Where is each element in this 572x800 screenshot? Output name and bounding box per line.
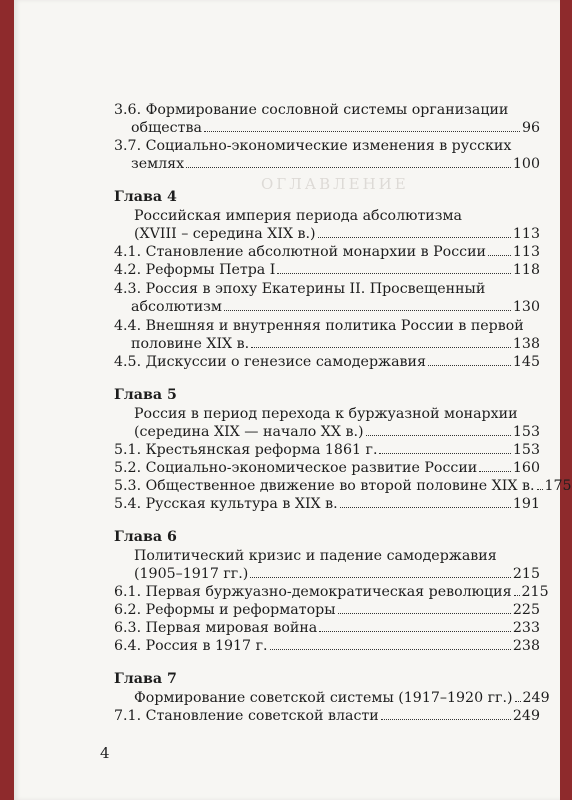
- dot-leader: [277, 273, 511, 274]
- toc-entry-title: 6.4. Россия в 1917 г.: [114, 638, 268, 654]
- toc-entry-title: 7.1. Становление советской власти: [114, 708, 379, 724]
- toc-page-number: 100: [512, 156, 540, 172]
- toc-page-number: 153: [512, 442, 540, 458]
- dot-leader: [428, 365, 511, 366]
- toc-entry: [94, 476, 572, 496]
- toc-entry-line: 4.4. Внешняя и внутренняя политика России в первой: [114, 318, 524, 334]
- toc-entry-title: (XVIII – середина XIX в.): [134, 226, 316, 242]
- dot-leader: [270, 649, 511, 650]
- dot-leader: [204, 131, 520, 132]
- dot-leader: [488, 255, 511, 256]
- toc-page-number: 138: [512, 336, 540, 352]
- toc-page-number: 225: [512, 602, 540, 618]
- dot-leader: [340, 507, 511, 508]
- dot-leader: [381, 719, 511, 720]
- toc-entry: [94, 352, 540, 372]
- toc-page-number: 113: [512, 226, 540, 242]
- toc-entry: [94, 154, 540, 174]
- chapter-heading: Глава 7: [114, 671, 177, 687]
- dot-leader: [515, 701, 521, 702]
- toc-page-number: 145: [512, 354, 540, 370]
- toc-entry: [94, 582, 549, 602]
- toc-page-number: 238: [512, 638, 540, 654]
- toc-entry-title: 5.3. Общественное движение во второй половине XIX в.: [114, 478, 535, 494]
- dot-leader: [224, 310, 511, 311]
- toc-page-number: 175: [544, 478, 572, 494]
- toc-entry: [94, 458, 540, 478]
- toc-entry-title: 4.5. Дискуссии о генезисе самодержавия: [114, 354, 426, 370]
- dot-leader: [379, 453, 510, 454]
- page-number: 4: [100, 744, 110, 762]
- bleed-through-title: ОГЛАВЛЕНИЕ: [261, 175, 409, 193]
- toc-entry: [94, 242, 540, 262]
- toc-entry-title: 6.1. Первая буржуазно-демократическая революция: [114, 584, 512, 600]
- toc-entry-title: 5.2. Социально-экономическое развитие России: [114, 460, 478, 476]
- toc-entry: [94, 297, 540, 317]
- toc-entry: [94, 118, 540, 138]
- toc-entry-line: Россия в период перехода к буржуазной монархии: [134, 406, 518, 422]
- toc-page-number: 96: [521, 120, 540, 136]
- toc-entry: [94, 422, 540, 442]
- toc-entry-title: Формирование советской системы (1917–1920 гг.): [134, 690, 513, 706]
- book-page: [14, 0, 572, 800]
- dot-leader: [186, 167, 511, 168]
- toc-page-number: 249: [512, 708, 540, 724]
- toc-entry-line: 3.6. Формирование сословной системы организации: [114, 102, 509, 118]
- toc-page-number: 215: [512, 566, 540, 582]
- toc-page-number: 233: [512, 620, 540, 636]
- toc-entry-title: 4.2. Реформы Петра I: [114, 262, 276, 278]
- toc-entry: [94, 224, 540, 244]
- toc-page-number: 215: [521, 584, 549, 600]
- toc-entry: [94, 688, 550, 708]
- chapter-heading: Глава 5: [114, 387, 177, 403]
- toc-entry-title: 5.1. Крестьянская реформа 1861 г.: [114, 442, 378, 458]
- dot-leader: [338, 613, 511, 614]
- toc-entry: [94, 564, 540, 584]
- toc-entry-title: половине XIX в.: [131, 336, 250, 352]
- toc-page-number: 153: [512, 424, 540, 440]
- chapter-heading: Глава 6: [114, 529, 177, 545]
- toc-page-number: 130: [512, 299, 540, 315]
- toc-page-number: 160: [512, 460, 540, 476]
- chapter-heading: Глава 4: [114, 189, 177, 205]
- dot-leader: [250, 577, 511, 578]
- toc-page-number: 113: [512, 244, 540, 260]
- toc-entry: [94, 494, 540, 514]
- toc-entry: [94, 334, 540, 354]
- toc-entry-title: 5.4. Русская культура в XIX в.: [114, 496, 338, 512]
- toc-entry-line: 3.7. Социально-экономические изменения в русских: [114, 138, 512, 154]
- toc-entry: [94, 636, 540, 656]
- toc-entry-title: землях: [131, 156, 185, 172]
- toc-entry-line: Политический кризис и падение самодержавия: [134, 548, 497, 564]
- dot-leader: [318, 237, 511, 238]
- toc-entry-title: абсолютизм: [131, 299, 222, 315]
- toc-entry-title: 6.2. Реформы и реформаторы: [114, 602, 336, 618]
- toc-page-number: 118: [512, 262, 540, 278]
- toc-page-number: 191: [512, 496, 540, 512]
- dot-leader: [514, 595, 520, 596]
- toc-entry-title: (середина XIX — начало XX в.): [134, 424, 364, 440]
- toc-entry: [94, 706, 540, 726]
- toc-entry-title: 4.1. Становление абсолютной монархии в России: [114, 244, 487, 260]
- dot-leader: [251, 347, 511, 348]
- dot-leader: [319, 631, 511, 632]
- dot-leader: [366, 435, 511, 436]
- dot-leader: [479, 471, 511, 472]
- dot-leader: [537, 489, 543, 490]
- toc-entry-line: 4.3. Россия в эпоху Екатерины II. Просвещенный: [114, 281, 486, 297]
- toc-entry: [94, 600, 540, 620]
- toc-entry: [94, 618, 540, 638]
- toc-entry-title: (1905–1917 гг.): [134, 566, 249, 582]
- toc-entry: [94, 440, 540, 460]
- toc-entry-title: 6.3. Первая мировая война: [114, 620, 318, 636]
- toc-entry-line: Российская империя периода абсолютизма: [134, 208, 462, 224]
- toc-entry-title: общества: [131, 120, 202, 136]
- toc-entry: [94, 260, 540, 280]
- toc-page-number: 249: [522, 690, 550, 706]
